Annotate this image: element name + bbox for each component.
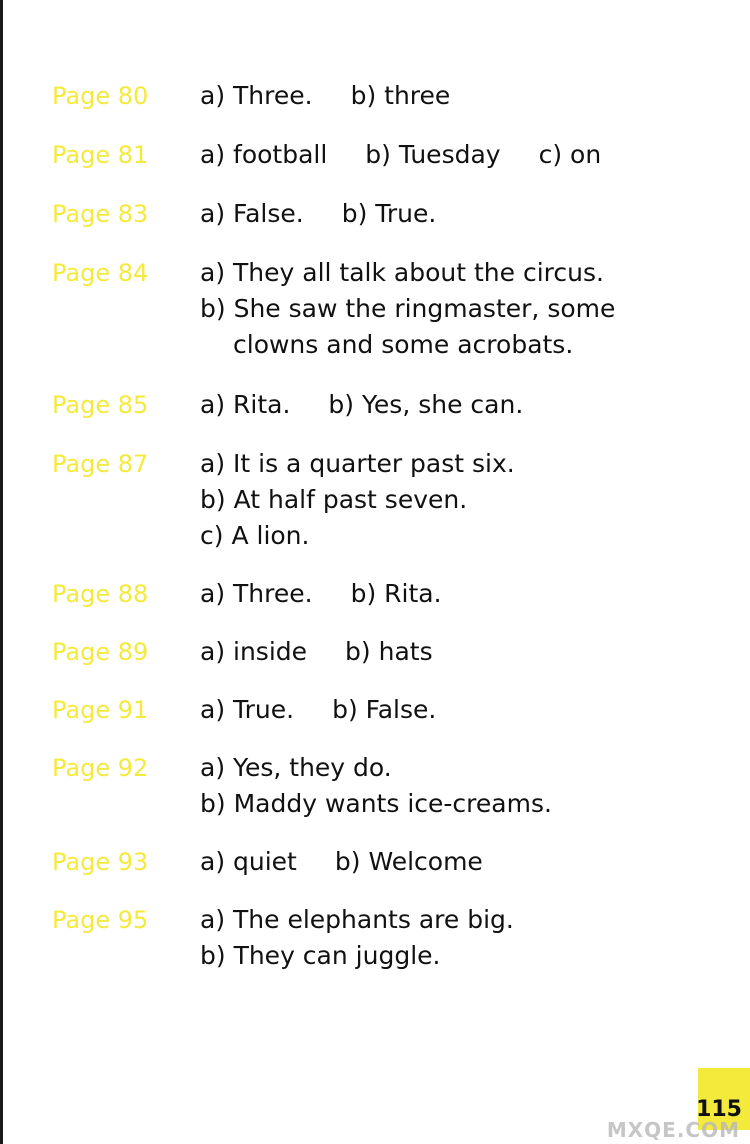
answer-line — [200, 844, 720, 880]
answer-line — [200, 446, 720, 482]
answer-text: b) Yes, she can. — [328, 390, 524, 419]
answer-text: b) Welcome — [334, 847, 483, 876]
answer-line — [200, 750, 720, 786]
answer-line — [200, 291, 720, 327]
page-reference-label: Page 92 — [52, 754, 149, 782]
answer-text: b) three — [350, 81, 451, 110]
page-reference-label: Page 91 — [52, 696, 149, 724]
answer-line — [200, 78, 720, 114]
page-reference-label: Page 81 — [52, 141, 149, 169]
answer-text: a) The elephants are big. — [200, 905, 514, 934]
page-reference-label: Page 84 — [52, 259, 149, 287]
page-reference-label: Page 88 — [52, 580, 149, 608]
answer-text: clowns and some acrobats. — [233, 330, 574, 359]
answer-text: c) A lion. — [200, 521, 310, 550]
answer-list — [200, 692, 720, 728]
answer-line — [200, 255, 720, 291]
answer-list — [200, 634, 720, 670]
answer-list — [200, 78, 720, 114]
page-reference-label: Page 93 — [52, 848, 149, 876]
page-reference-label: Page 80 — [52, 82, 149, 110]
answer-line — [200, 634, 720, 670]
answer-text: b) True. — [341, 199, 437, 228]
answer-list — [200, 902, 720, 974]
answer-text: a) Three. — [200, 579, 313, 608]
answer-text: c) on — [538, 140, 602, 169]
answer-text: b) Rita. — [350, 579, 442, 608]
answer-text: b) She saw the ringmaster, some — [200, 294, 616, 323]
answer-list — [200, 750, 720, 822]
answer-list — [200, 137, 720, 173]
answer-text: b) hats — [345, 637, 433, 666]
page-reference-label: Page 89 — [52, 638, 149, 666]
answer-text: a) False. — [200, 199, 304, 228]
answer-text: b) Maddy wants ice-creams. — [200, 789, 552, 818]
answer-text: b) Tuesday — [365, 140, 501, 169]
answer-line — [200, 902, 720, 938]
answer-line — [200, 327, 720, 363]
page-number: 115 — [696, 1097, 742, 1122]
page-reference-label: Page 83 — [52, 200, 149, 228]
page-reference-label: Page 87 — [52, 450, 149, 478]
answer-text: a) football — [200, 140, 328, 169]
answer-line — [200, 938, 720, 974]
answer-list — [200, 844, 720, 880]
answer-line — [200, 692, 720, 728]
answer-text: a) Rita. — [200, 390, 291, 419]
answer-list — [200, 196, 720, 232]
answer-text: a) It is a quarter past six. — [200, 449, 515, 478]
page-reference-label: Page 85 — [52, 391, 149, 419]
answer-list — [200, 446, 720, 554]
answer-line — [200, 786, 720, 822]
answer-text: a) inside — [200, 637, 308, 666]
answer-text: a) True. — [200, 695, 295, 724]
answer-text: a) They all talk about the circus. — [200, 258, 604, 287]
answer-line — [200, 576, 720, 612]
answer-list — [200, 387, 720, 423]
page-reference-label: Page 95 — [52, 906, 149, 934]
answer-text: b) False. — [332, 695, 437, 724]
answer-text: b) At half past seven. — [200, 485, 468, 514]
answer-line — [200, 196, 720, 232]
answer-text: a) Yes, they do. — [200, 753, 392, 782]
answer-text: a) Three. — [200, 81, 313, 110]
answer-text: a) quiet — [200, 847, 297, 876]
answer-line — [200, 482, 720, 518]
answer-line — [200, 137, 720, 173]
answer-list — [200, 255, 720, 363]
answer-list — [200, 576, 720, 612]
watermark: MXQE.COM — [606, 1118, 740, 1142]
answer-line — [200, 387, 720, 423]
answer-text: b) They can juggle. — [200, 941, 441, 970]
answer-line — [200, 518, 720, 554]
